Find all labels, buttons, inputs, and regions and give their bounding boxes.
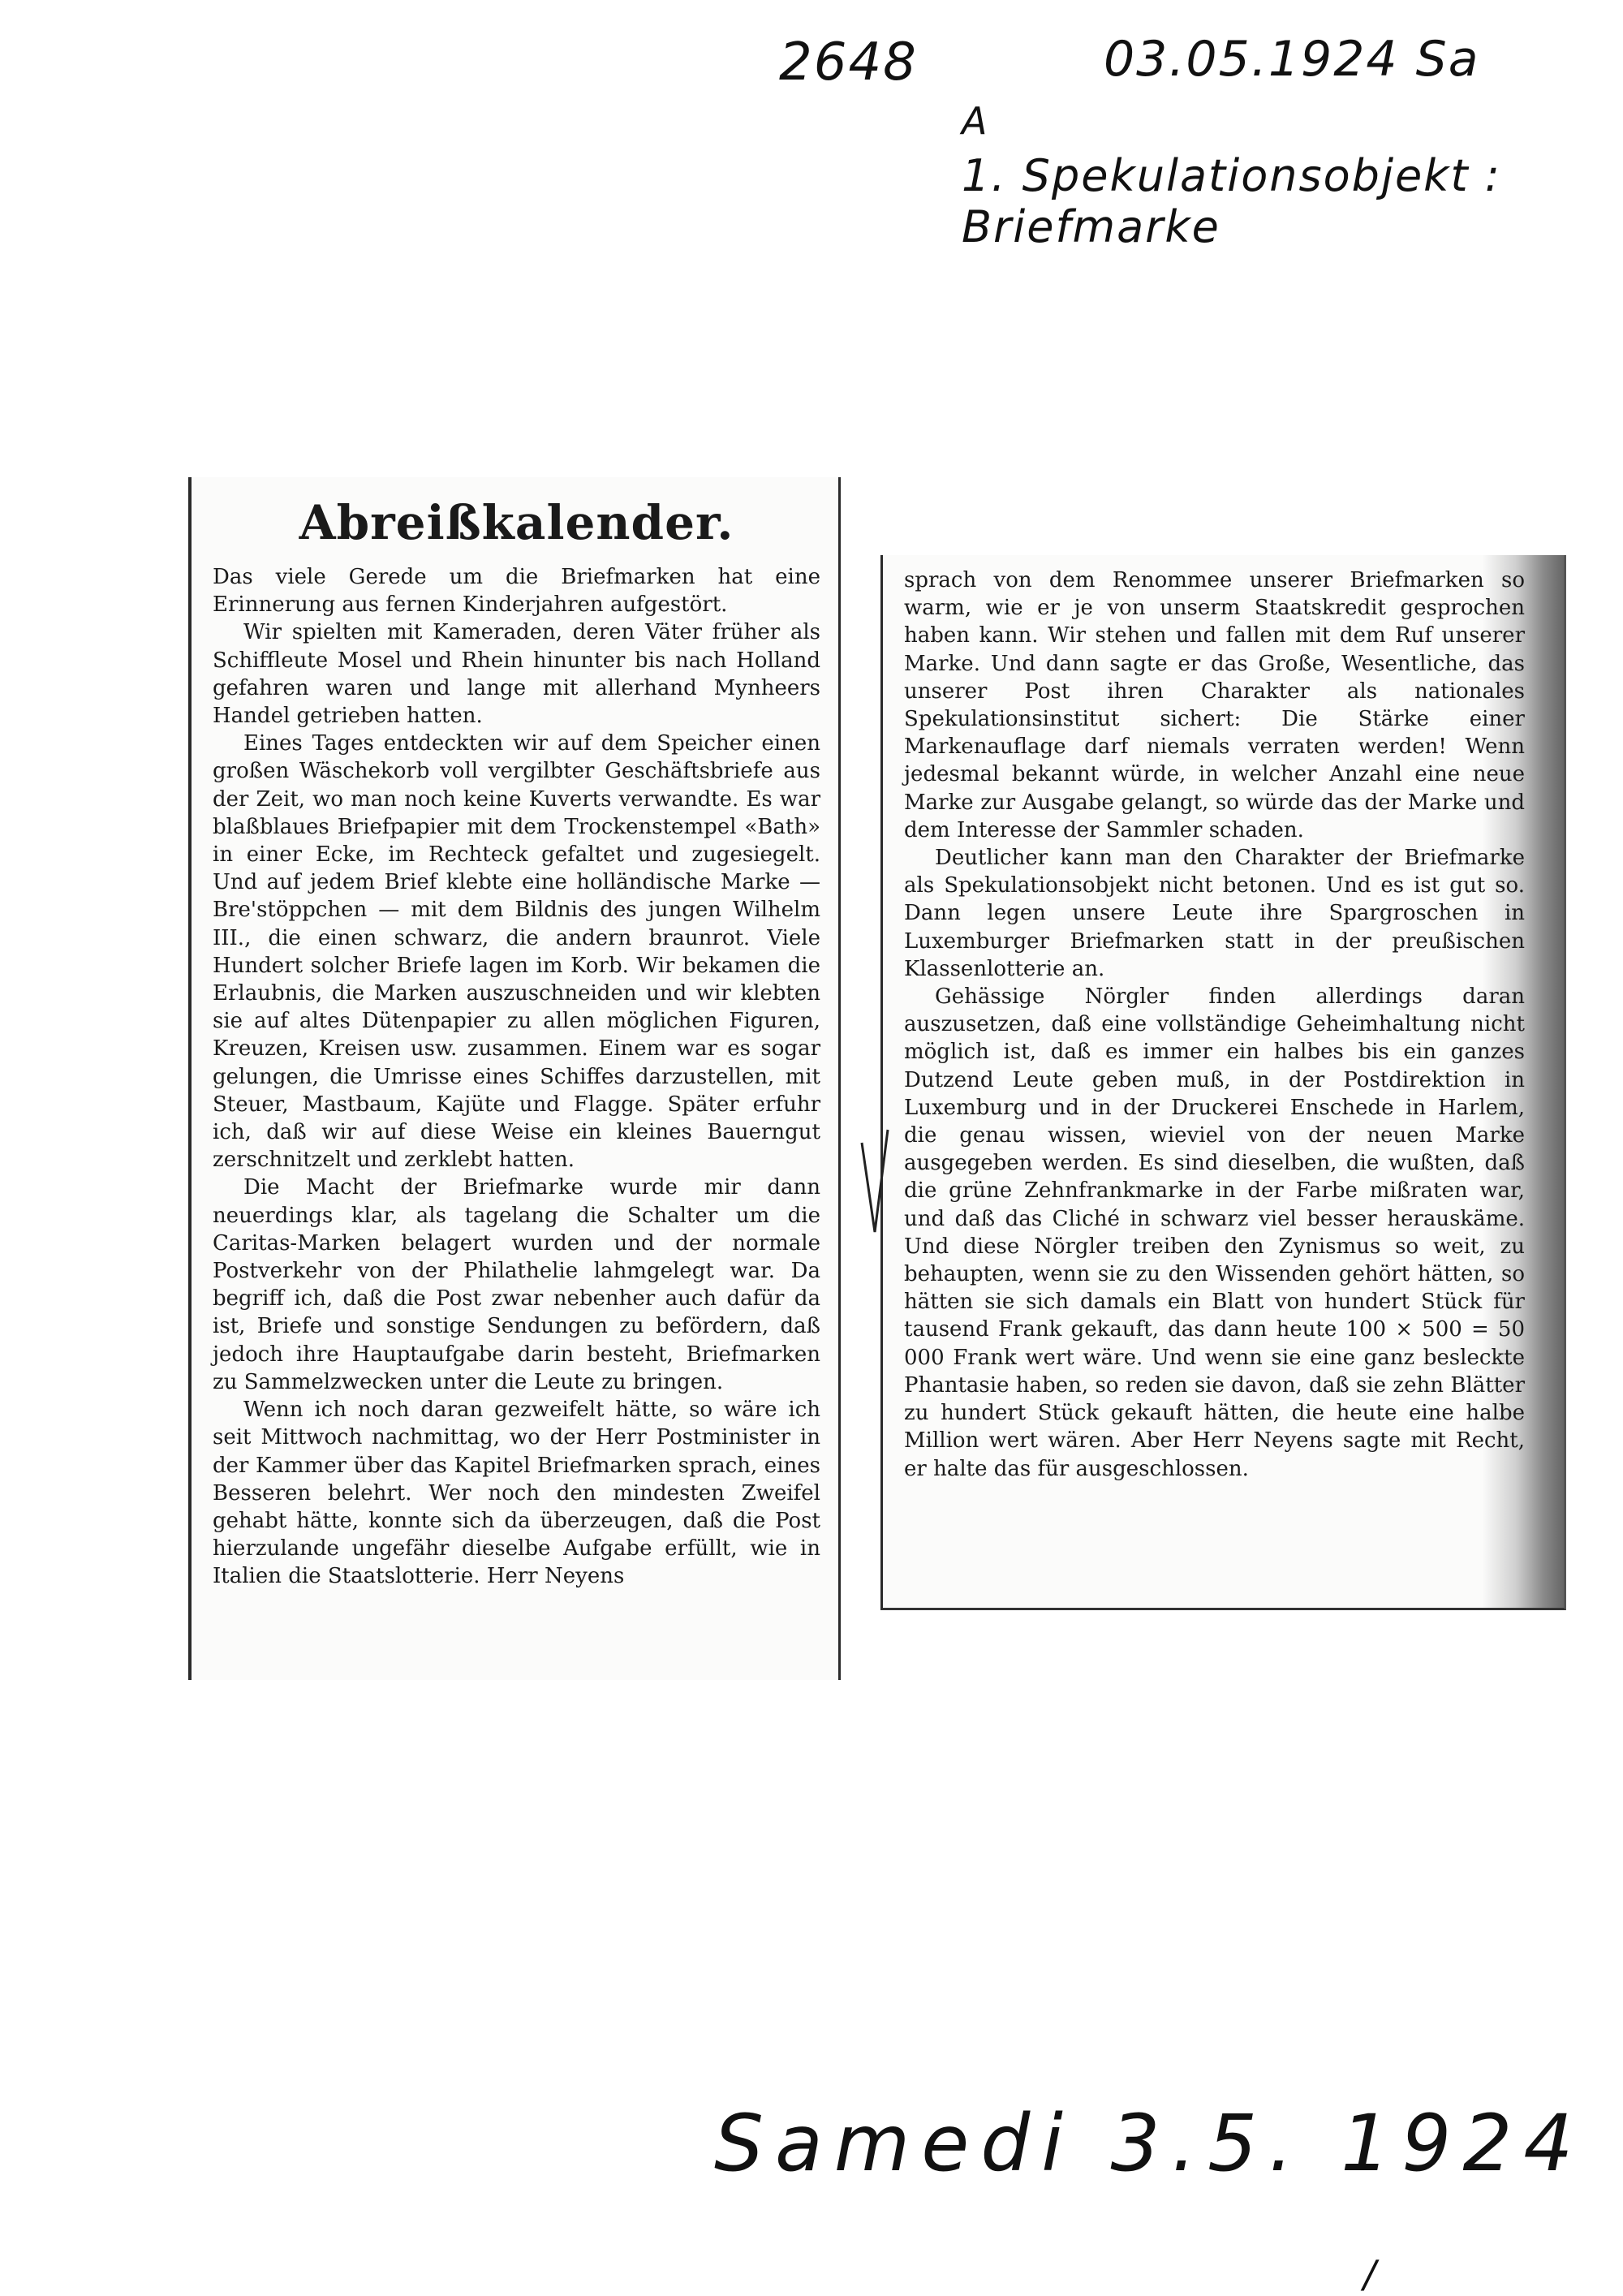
handwritten-corner-mark: / (1363, 2252, 1378, 2296)
article-paragraph: Wenn ich noch daran gezweifelt hätte, so wäre ich seit Mittwoch nachmittag, wo der Herr Postminister in der Kammer über das Kapitel Briefmarken sprach, eines Besseren belehrt. Wer noch den mindesten Zweifel gehabt hätte, konnte sich da überzeugen, daß die Post hierzulande ungefähr dieselbe Aufgabe erfüllt, wie in Italien die Staatslotterie. Herr Neyens (213, 1398, 820, 1589)
article-column-right (880, 555, 1566, 1610)
article-paragraph: Die Macht der Briefmarke wurde mir dann neuerdings klar, als tagelang die Schalter um die Caritas-Marken belagert wurden und der normale Postverkehr von der Philathelie lahmgelegt war. Da begriff ich, daß die Post zwar nebenher auch dafür da ist, Briefe und sonstige Sendungen zu befördern, daß jedoch ihre Hauptaufgabe darin besteht, Briefmarken zu Sammelzwecken unter die Leute zu bringen. (213, 1175, 820, 1394)
handwritten-index-letter: A (962, 99, 989, 143)
handwritten-date: 03.05.1924 Sa (1104, 31, 1480, 88)
handwritten-bottom-date: Samedi 3.5. 1924 (714, 2098, 1585, 2189)
article-paragraph: Eines Tages entdeckten wir auf dem Speicher einen großen Wäschekorb voll vergilbter Geschäftsbriefe aus der Zeit, wo man noch keine Kuverts verwandte. Es war blaßblaues Briefpapier mit dem Trockenstempel «Bath» in einer Ecke, im Rechteck gefaltet und zugesiegelt. Und auf jedem Brief klebte eine holländische Marke — Bre'stöppchen — mit dem Bildnis des jungen Wilhelm III., die einen schwarz, die andern braunrot. Viele Hundert solcher Briefe lagen im Korb. Wir bekamen die Erlaubnis, die Marken auszuschneiden und wir klebten sie auf altes Dütenpapier zu allen möglichen Figuren, Kreuzen, Kreisen usw. zusammen. Einem war es sogar gelungen, die Umrisse eines Schiffes darzustellen, mit Steuer, Mastbaum, Kajüte und Flagge. Später erfuhr ich, daß wir auf diese Weise ein kleines Bauerngut zerschnitzelt und zerklebt hatten. (213, 731, 820, 1173)
article-paragraph: Das viele Gerede um die Briefmarken hat eine Erinnerung aus fernen Kinderjahren aufgestört. (213, 565, 820, 618)
article-paragraph: Gehässige Nörgler finden allerdings daran auszusetzen, daß eine vollständige Geheimhaltung nicht möglich ist, daß es immer ein halbes bis ein ganzes Dutzend Leute geben muß, in der Postdirektion in Luxemburg und in der Druckerei Enschede in Harlem, die genau wissen, wieviel von der neuen Marke ausgegeben werden. Es sind dieselben, die wußten, daß die grüne Zehnfrankmarke in der Farbe mißraten war, und daß das Cliché in schwarz viel besser herauskäme. Und diese Nörgler treiben den Zynismus so weit, zu behaupten, wenn sie zu den Wissenden gehört hätten, so hätten sie sich damals ein Blatt von hundert Stück für tausend Frank gekauft, das dann heute 100 × 500 = 50 000 Frank wert wäre. Und wenn sie eine ganz besleckte Phantasie haben, so reden sie davon, daß sie zehn Blätter zu hundert Stück gekauft hätten, die heute eine halbe Million wert wären. Aber Herr Neyens sagte mit Recht, er halte das für ausgeschlossen. (904, 984, 1525, 1481)
article-column-left (188, 477, 841, 1680)
article-paragraph: sprach von dem Renommee unserer Briefmarken so warm, wie er je von unserm Staatskredit gesprochen haben kann. Wir stehen und fallen mit dem Ruf unserer Marke. Und dann sagte er das Große, Wesentliche, das unserer Post ihren Charakter als nationales Spekulationsinstitut sichert: Die Stärke einer Markenauflage darf niemals verraten werden! Wenn jedesmal bekannt würde, in welcher Anzahl eine neue Marke zur Ausgabe gelangt, so würde das der Marke und dem Interesse der Sammler schaden. (904, 568, 1525, 842)
handwritten-reference-number: 2648 (779, 32, 918, 93)
article-headline: Abreißkalender. (299, 495, 734, 550)
article-paragraph: Wir spielten mit Kameraden, deren Väter früher als Schiffleute Mosel und Rhein hinunter bis nach Holland gefahren waren und lange mit allerhand Mynheers Handel getrieben hatten. (213, 620, 820, 729)
article-paragraph: Deutlicher kann man den Charakter der Briefmarke als Spekulationsobjekt nicht betonen. Und es ist gut so. Dann legen unsere Leute ihre Spargroschen in Luxemburger Briefmarken statt in der preußischen Klassenlotterie an. (904, 846, 1525, 981)
handwritten-subject-note: 1. Spekulationsobjekt : Briefmarke (962, 150, 1501, 252)
handwritten-margin-check-mark (859, 1126, 891, 1240)
